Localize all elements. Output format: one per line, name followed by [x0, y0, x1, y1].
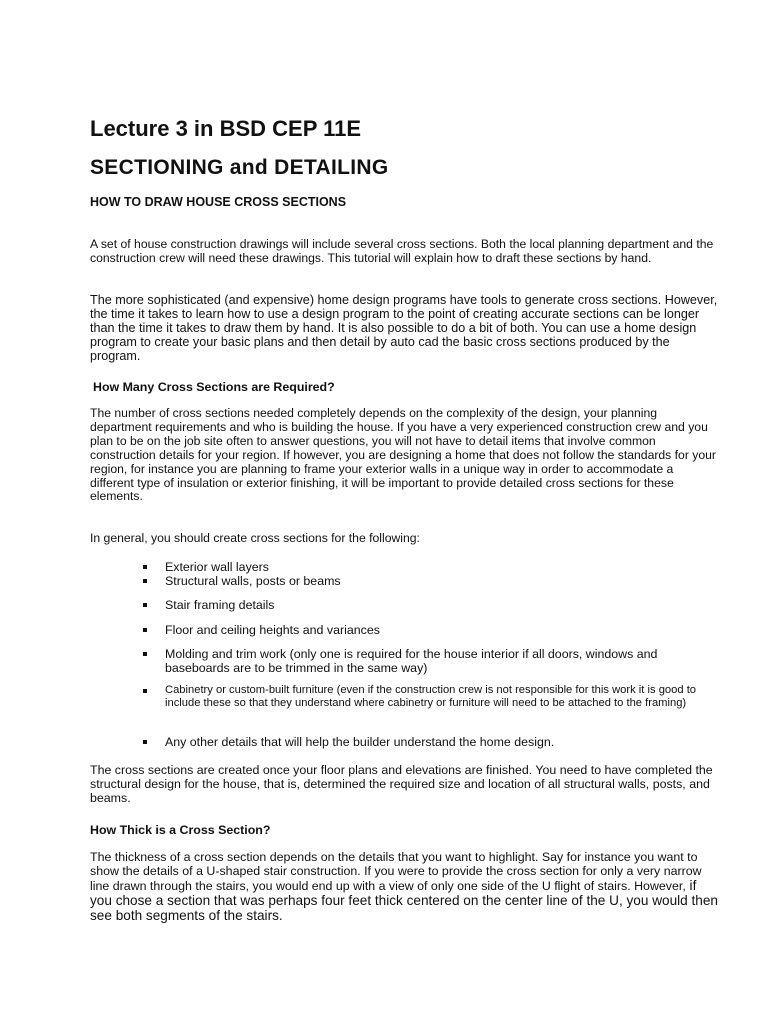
- heading-how-to-draw: HOW TO DRAW HOUSE CROSS SECTIONS: [90, 195, 347, 209]
- bullet-icon: [143, 740, 147, 744]
- paragraph-thickness-emphasis: if you chose a section that was perhaps four feet thick centered on the center line of the U, you would then see both segments of the stairs.: [90, 877, 718, 923]
- paragraph-thickness: The thickness of a cross section depends on the details that you want to highlight. Say for instance you want to show the details of a U-shaped stair construction. If you were to provide the cross section for only a very narrow line drawn through the stairs, you would end up with a view of only one side of the U flight of stairs. However, if you chose a section that was perhaps four feet thick centered on the center line of the U, you would then see both segments of the stairs.: [90, 850, 718, 923]
- paragraph-intro: A set of house construction drawings will include several cross sections. Both the local planning department and the construction crew will need these drawings. This tutorial will explain how to draft these sections by hand.: [90, 237, 714, 265]
- section-title: SECTIONING and DETAILING: [90, 156, 389, 179]
- bullet-icon: [143, 689, 147, 693]
- bullet-icon: [143, 628, 147, 632]
- heading-how-many: How Many Cross Sections are Required?: [93, 380, 335, 394]
- lecture-title: Lecture 3 in BSD CEP 11E: [90, 116, 362, 141]
- paragraph-sections-created: The cross sections are created once your floor plans and elevations are finished. You need to have completed the structural design for the house, that is, determined the required size and location of all structural walls, posts, and beams.: [90, 763, 713, 805]
- list-item: Floor and ceiling heights and variances: [137, 623, 725, 637]
- bullet-icon: [143, 652, 147, 656]
- list-item: Cabinetry or custom-built furniture (even if the construction crew is not responsible for this work it is good to include these so that they understand where cabinetry or furniture will need to be attached to the framing): [137, 684, 725, 711]
- list-item: Structural walls, posts or beams: [137, 574, 725, 588]
- paragraph-in-general: In general, you should create cross sections for the following:: [90, 531, 420, 545]
- list-item: Molding and trim work (only one is required for the house interior if all doors, windows and baseboards are to be trimmed in the same way): [137, 647, 725, 675]
- bullet-icon: [143, 565, 147, 569]
- bullet-icon: [143, 603, 147, 607]
- bullet-icon: [143, 579, 147, 583]
- paragraph-design-programs: The more sophisticated (and expensive) home design programs have tools to generate cross sections. However, the time it takes to learn how to use a design program to the point of creating accurate sections can be longer than the time it takes to draw them by hand. It is also possible to do a bit of both. You can use a home design program to create your basic plans and then detail by auto cad the basic cross sections produced by the program.: [90, 293, 718, 363]
- paragraph-number-of-sections: The number of cross sections needed completely depends on the complexity of the design, your planning department requirements and who is building the house. If you have a very experienced construction crew and you plan to be on the job site often to answer questions, you will not have to detail items that involve common construction details for your region. If however, you are designing a home that does not follow the standards for your region, for instance you are planning to frame your exterior walls in a unique way in order to accommodate a different type of insulation or exterior finishing, it will be important to provide detailed cross sections for these elements.: [90, 406, 716, 504]
- list-item: Any other details that will help the builder understand the home design.: [137, 735, 725, 749]
- list-item: Stair framing details: [137, 598, 725, 612]
- list-item: Exterior wall layers: [137, 560, 725, 574]
- heading-how-thick: How Thick is a Cross Section?: [90, 823, 271, 837]
